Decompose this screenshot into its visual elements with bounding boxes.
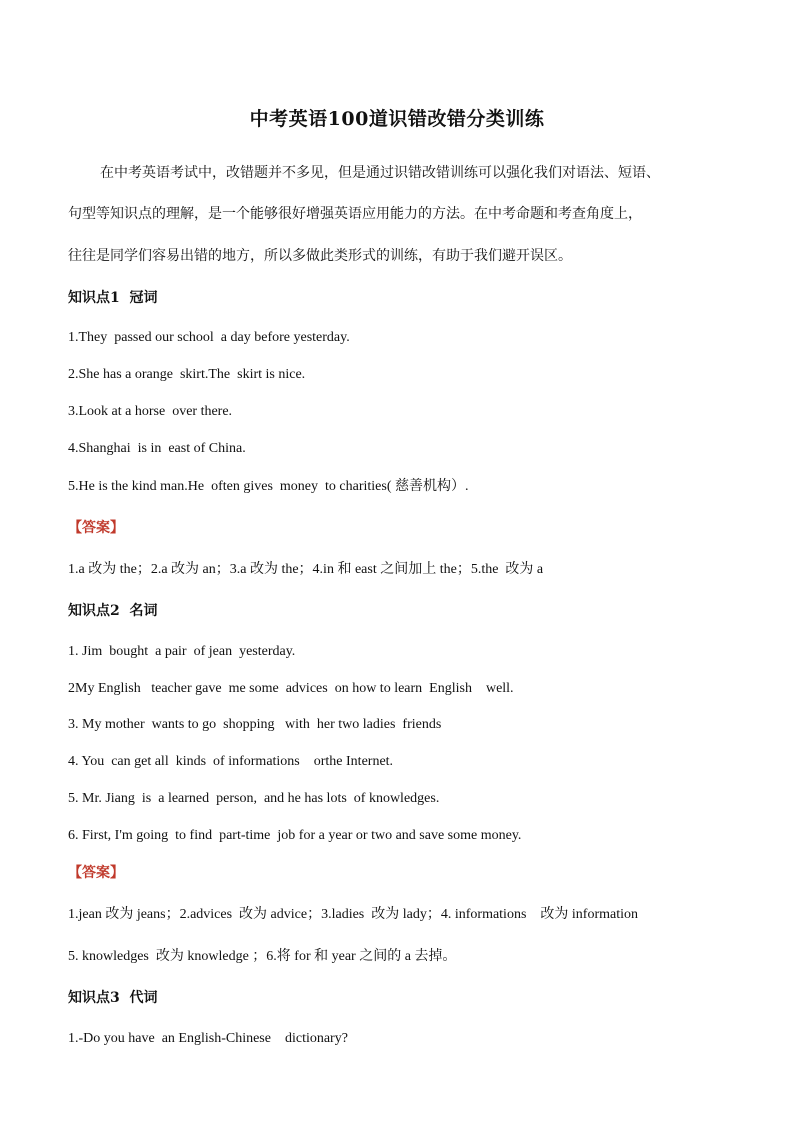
section-heading-nouns: 知识点2 名词 bbox=[68, 603, 158, 619]
section-heading-pronouns: 知识点3 代词 bbox=[68, 990, 158, 1006]
question-1-4: 4.Shanghai is in east of China. bbox=[68, 441, 246, 456]
answer-2-1: 1.jean 改为 jeans；2.advices 改为 advice；3.ladies 改为 lady；4. informations 改为 information bbox=[68, 907, 638, 922]
answer-2-2: 5. knowledges 改为 knowledge ；6.将 for 和 year 之间的 a 去掉。 bbox=[68, 949, 457, 964]
answer-label-2: 【答案】 bbox=[68, 865, 124, 881]
answer-label-1: 【答案】 bbox=[68, 520, 124, 536]
intro-line-3: 往往是同学们容易出错的地方，所以多做此类形式的训练，有助于我们避开误区。 bbox=[68, 248, 572, 264]
question-2-4: 4. You can get all kinds of informations orthe Internet. bbox=[68, 754, 394, 769]
intro-line-2: 句型等知识点的理解，是一个能够很好增强英语应用能力的方法。在中考命题和考查角度上， bbox=[68, 206, 642, 222]
question-1-5: 5.He is the kind man.He often gives money to charities( 慈善机构）. bbox=[68, 479, 469, 494]
question-1-3: 3.Look at a horse over there. bbox=[68, 404, 233, 419]
question-3-1: 1.-Do you have an English-Chinese dictionary? bbox=[68, 1031, 348, 1046]
question-2-5: 5. Mr. Jiang is a learned person, and he has lots of knowledges. bbox=[68, 791, 440, 806]
question-2-2: 2My English teacher gave me some advices on how to learn English well. bbox=[68, 681, 514, 696]
question-2-6: 6. First, I'm going to find part-time job for a year or two and save some money. bbox=[68, 828, 522, 843]
answer-1-1: 1.a 改为 the；2.a 改为 an；3.a 改为 the；4.in 和 east 之间加上 the；5.the 改为 a bbox=[68, 562, 544, 577]
question-2-1: 1. Jim bought a pair of jean yesterday. bbox=[68, 644, 296, 659]
question-1-2: 2.She has a orange skirt.The skirt is nice. bbox=[68, 367, 306, 382]
question-2-3: 3. My mother wants to go shopping with her two ladies friends bbox=[68, 717, 442, 732]
question-1-1: 1.They passed our school a day before yesterday. bbox=[68, 330, 350, 345]
page-title: 中考英语100道识错改错分类训练 bbox=[249, 108, 545, 130]
section-heading-articles: 知识点1 冠词 bbox=[68, 290, 158, 306]
intro-line-1: 在中考英语考试中，改错题并不多见，但是通过识错改错训练可以强化我们对语法、短语、 bbox=[100, 165, 660, 181]
